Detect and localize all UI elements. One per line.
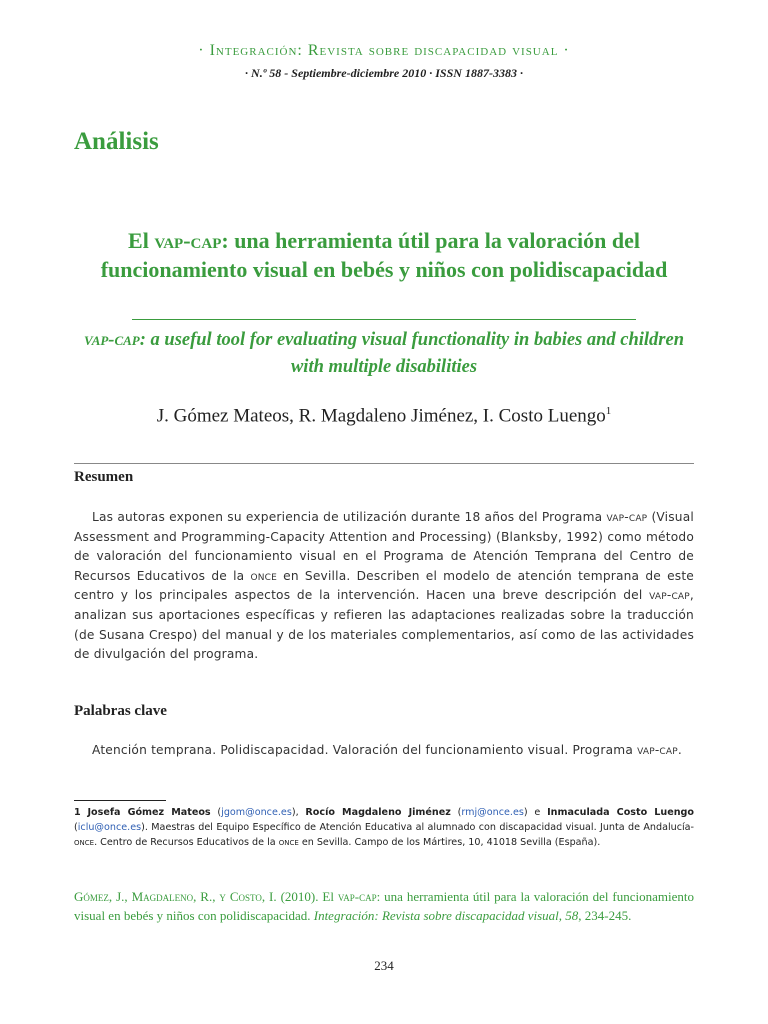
title-divider (132, 319, 636, 320)
keywords-end: . (677, 743, 682, 757)
article-title-es (74, 226, 694, 284)
abstract-acronym: vap-cap (606, 510, 648, 524)
footnote-text-c: en Sevilla. Campo de los Mártires, 10, 41018 Sevilla (España). (298, 837, 601, 848)
title-es-prefix: El (128, 228, 155, 253)
author-footnote-mark: 1 (605, 405, 612, 417)
citation (74, 887, 694, 925)
abstract-body (74, 508, 694, 665)
keywords-heading: Palabras clave (74, 703, 167, 719)
keywords-text: Atención temprana. Polidiscapacidad. Valoración del funcionamiento visual. Programa (92, 743, 638, 757)
email-link-1[interactable]: jgom@once.es (221, 807, 292, 818)
section-divider (74, 463, 694, 464)
email-link-3[interactable]: iclu@once.es (77, 822, 142, 833)
abstract-text-2: (Visual Assessment and Programming-Capacity Attention and Processing) (Blanksby, 1992) como método de valoración del funcionamiento visual en el Programa de Atención Temprana del Centro de Recursos Educativos de la (74, 510, 694, 583)
footnote: 1 Josefa Gómez Mateos (jgom@once.es), Rocío Magdaleno Jiménez (rmj@once.es) e Inmaculada Costo Luengo (iclu@once.es). Maestras del Equipo Específico de Atención Educativa al alumnado con discapacidad visual. Junta de Andalucía-once. Centro de Recursos Educativos de la once en Sevilla. Campo de los Mártires, 10, 41018 Sevilla (España). (74, 807, 695, 848)
footnote-mark: 1 (74, 807, 81, 818)
citation-title: : una herramienta útil para la valoración del funcionamiento visual en bebés y niños con polidiscapacidad. (74, 889, 694, 923)
abstract-heading: Resumen (74, 469, 134, 485)
keywords-body (74, 741, 694, 761)
citation-authors: Gómez, J., Magdaleno, R., y Costo, I. (74, 889, 277, 904)
footnote-author-2: Rocío Magdaleno Jiménez (305, 807, 451, 818)
citation-year: (2010). El (276, 889, 338, 904)
title-es-rest: : una herramienta útil para la valoración del funcionamiento visual en bebés y niños con polidiscapacidad (100, 228, 668, 282)
title-es-acronym: vap-cap (154, 228, 222, 253)
page-number: 234 (374, 958, 394, 973)
abstract-acronym-2: vap-cap (649, 588, 690, 603)
email-link-2[interactable]: rmj@once.es (461, 807, 524, 818)
issue-line: · N.º 58 - Septiembre-diciembre 2010 · ISSN 1887-3383 · (245, 66, 523, 80)
authors (74, 405, 694, 427)
abstract-text-4: , analizan sus aportaciones específicas y refieren las adaptaciones realizadas sobre la traducción (de Susana Crespo) del manual y de los materiales complementarios, así como de las actividades de divulgación del programa. (74, 588, 694, 662)
footnote-author-3: Inmaculada Costo Luengo (547, 807, 694, 818)
section-title: Análisis (74, 128, 159, 155)
footnote-divider (74, 800, 166, 801)
footnote-author-1: Josefa Gómez Mateos (87, 807, 211, 818)
author-names: J. Gómez Mateos, R. Magdaleno Jiménez, I. Costo Luengo (156, 405, 606, 427)
footnote-text-a: Maestras del Equipo Específico de Atención Educativa al alumnado con discapacidad visual. Junta de Andalucía- (151, 822, 695, 833)
journal-title: · Integración: Revista sobre discapacidad visual · (198, 42, 570, 59)
title-en-rest: : a useful tool for evaluating visual functionality in babies and children with multiple disabilities (139, 330, 685, 377)
keywords-acronym: vap-cap (637, 743, 678, 757)
footnote-once-1: once (74, 837, 95, 848)
article-title-en (74, 327, 694, 381)
citation-acronym: vap-cap (337, 889, 377, 904)
footnote-once-2: once (278, 837, 299, 848)
footnote-text-b: . Centro de Recursos Educativos de la (94, 837, 279, 848)
citation-pages: , 234-245. (578, 908, 632, 923)
abstract-text-3: en Sevilla. Describen el modelo de atención temprana de este centro y los principales aspectos de la intervención. Hacen una breve descripción del (74, 568, 695, 603)
abstract-text-1: Las autoras exponen su experiencia de utilización durante 18 años del Programa (92, 510, 607, 524)
abstract-once: once (250, 568, 278, 583)
citation-journal: Integración: Revista sobre discapacidad visual, 58 (313, 908, 579, 923)
footnote-conj: e (534, 807, 541, 818)
title-en-acronym: vap-cap (83, 330, 140, 350)
